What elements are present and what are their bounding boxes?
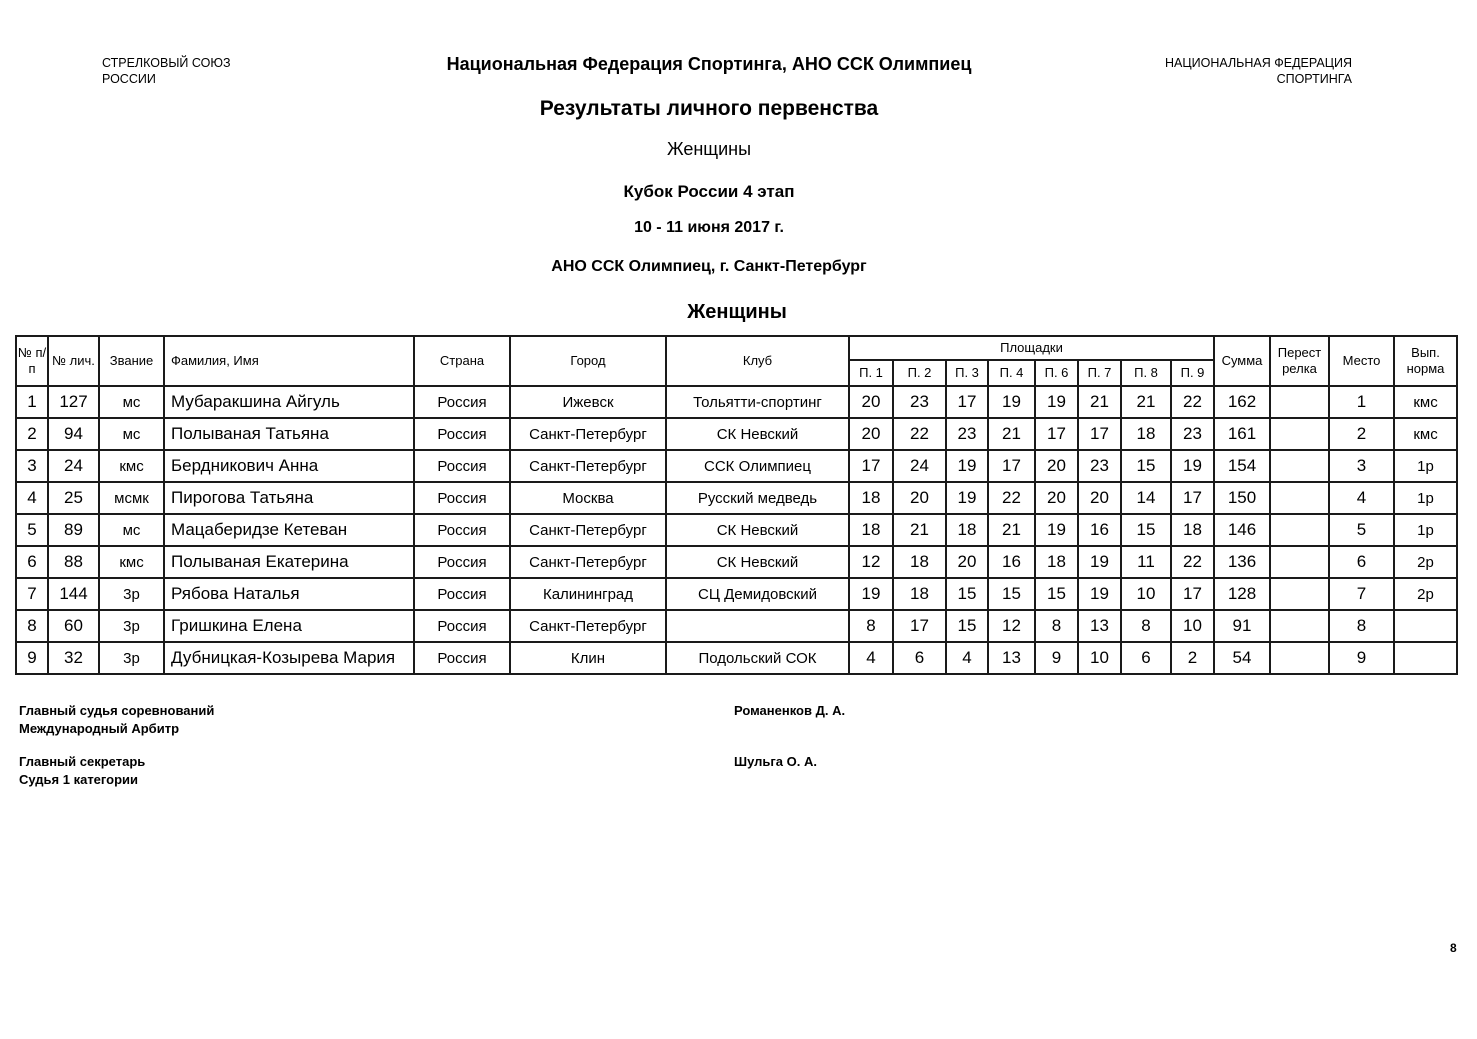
cell-station-score: 20 [1078,482,1121,514]
cell-station-score: 20 [946,546,988,578]
chief-secretary-title-line1: Главный секретарь [19,754,146,769]
cell-station-score: 9 [1035,642,1078,674]
cell-country: Россия [414,418,510,450]
cell-shootoff [1270,482,1329,514]
cell-place: 8 [1329,610,1394,642]
cell-club: Русский медведь [666,482,849,514]
page-number: 8 [1450,941,1457,955]
cell-station-score: 21 [893,514,946,546]
cell-shootoff [1270,514,1329,546]
cell-total: 128 [1214,578,1270,610]
cell-station-score: 19 [946,482,988,514]
cell-norm: 1р [1394,482,1457,514]
organizer-title: Национальная Федерация Спортинга, АНО ССК Олимпиец [446,54,972,74]
cell-rank: мсмк [99,482,164,514]
cell-station-score: 19 [1078,578,1121,610]
left-org-line2: РОССИИ [102,72,156,86]
cell-shootoff [1270,578,1329,610]
col-header-station: П. 9 [1171,360,1214,386]
cell-place: 1 [1329,386,1394,418]
table-row [16,546,1457,578]
cell-station-score: 20 [893,482,946,514]
cell-club: Подольский СОК [666,642,849,674]
cell-rank: 3р [99,610,164,642]
cell-total: 146 [1214,514,1270,546]
cell-station-score: 11 [1121,546,1171,578]
cell-country: Россия [414,642,510,674]
cell-city: Клин [510,642,666,674]
cell-station-score: 20 [1035,450,1078,482]
table-row [16,386,1457,418]
cell-city: Санкт-Петербург [510,514,666,546]
cell-station-score: 13 [1078,610,1121,642]
cell-bib: 89 [48,514,99,546]
cell-num: 4 [16,482,48,514]
col-header-bib: № лич. [48,336,99,386]
cell-norm: 2р [1394,578,1457,610]
cell-station-score: 22 [1171,546,1214,578]
col-header-place: Место [1329,336,1394,386]
cell-place: 9 [1329,642,1394,674]
cell-num: 2 [16,418,48,450]
col-header-station: П. 1 [849,360,893,386]
cell-station-score: 6 [893,642,946,674]
cell-station-score: 12 [849,546,893,578]
cell-station-score: 24 [893,450,946,482]
cell-shootoff [1270,386,1329,418]
cell-country: Россия [414,450,510,482]
cell-station-score: 16 [1078,514,1121,546]
cell-station-score: 20 [849,418,893,450]
cell-station-score: 23 [1078,450,1121,482]
cell-bib: 127 [48,386,99,418]
cell-station-score: 15 [988,578,1035,610]
cell-name: Пирогова Татьяна [164,482,414,514]
cell-rank: мс [99,514,164,546]
cell-norm [1394,642,1457,674]
cell-total: 136 [1214,546,1270,578]
cell-bib: 60 [48,610,99,642]
cell-norm: кмс [1394,418,1457,450]
cell-bib: 32 [48,642,99,674]
cell-city: Москва [510,482,666,514]
cell-station-score: 19 [849,578,893,610]
cell-rank: мс [99,386,164,418]
cell-name: Дубницкая-Козырева Мария [164,642,414,674]
cell-rank: кмс [99,450,164,482]
cell-city: Санкт-Петербург [510,546,666,578]
cell-station-score: 18 [893,546,946,578]
left-org-line1: СТРЕЛКОВЫЙ СОЮЗ [102,56,231,70]
cell-station-score: 21 [1078,386,1121,418]
cell-total: 150 [1214,482,1270,514]
competition-dates: 10 - 11 июня 2017 г. [634,219,784,236]
cell-shootoff [1270,546,1329,578]
cell-shootoff [1270,642,1329,674]
cell-num: 8 [16,610,48,642]
cell-station-score: 22 [1171,386,1214,418]
chief-secretary-title-line2: Судья 1 категории [19,772,139,787]
cell-station-score: 4 [946,642,988,674]
col-header-station: П. 6 [1035,360,1078,386]
cell-club: ССК Олимпиец [666,450,849,482]
cell-place: 4 [1329,482,1394,514]
cell-total: 161 [1214,418,1270,450]
cell-station-score: 13 [988,642,1035,674]
competition-venue: АНО ССК Олимпиец, г. Санкт-Петербург [551,258,867,275]
cell-station-score: 21 [1121,386,1171,418]
right-org-line2: СПОРТИНГА [1276,72,1352,86]
cell-station-score: 17 [1035,418,1078,450]
cell-station-score: 19 [1035,386,1078,418]
cell-rank: мс [99,418,164,450]
cell-station-score: 15 [946,578,988,610]
cell-station-score: 17 [849,450,893,482]
chief-judge-title-line1: Главный судья соревнований [19,703,215,718]
cell-shootoff [1270,610,1329,642]
cell-name: Бердникович Анна [164,450,414,482]
table-row [16,642,1457,674]
cell-city: Калининград [510,578,666,610]
chief-secretary-name: Шульга О. А. [734,754,817,769]
cell-total: 54 [1214,642,1270,674]
cell-station-score: 19 [988,386,1035,418]
cell-rank: 3р [99,578,164,610]
cell-station-score: 17 [946,386,988,418]
cell-station-score: 15 [1121,514,1171,546]
table-row [16,578,1457,610]
cell-station-score: 23 [946,418,988,450]
cell-city: Санкт-Петербург [510,450,666,482]
cell-place: 3 [1329,450,1394,482]
col-header-station: П. 3 [946,360,988,386]
results-table [15,335,1458,675]
table-row [16,450,1457,482]
cell-station-score: 12 [988,610,1035,642]
cell-country: Россия [414,386,510,418]
cell-norm: 1р [1394,450,1457,482]
cell-station-score: 10 [1171,610,1214,642]
cell-shootoff [1270,450,1329,482]
cell-station-score: 19 [1171,450,1214,482]
table-header-row [16,336,1457,360]
cell-norm [1394,610,1457,642]
col-header-name: Фамилия, Имя [164,336,414,386]
cell-station-score: 18 [1121,418,1171,450]
cell-station-score: 10 [1121,578,1171,610]
cell-shootoff [1270,418,1329,450]
results-body [16,386,1457,674]
table-row [16,482,1457,514]
col-header-stations-group: Площадки [849,336,1214,360]
cell-station-score: 19 [1035,514,1078,546]
cell-norm: 2р [1394,546,1457,578]
cell-station-score: 20 [1035,482,1078,514]
category-label: Женщины [666,139,752,159]
cell-station-score: 19 [946,450,988,482]
cell-num: 5 [16,514,48,546]
cell-place: 2 [1329,418,1394,450]
col-header-norm: Вып. норма [1394,336,1457,386]
cell-bib: 24 [48,450,99,482]
cell-country: Россия [414,610,510,642]
cell-country: Россия [414,578,510,610]
cell-name: Гришкина Елена [164,610,414,642]
cell-club: Тольятти-спортинг [666,386,849,418]
cell-station-score: 17 [893,610,946,642]
cell-name: Полываная Татьяна [164,418,414,450]
cell-city: Ижевск [510,386,666,418]
cell-station-score: 18 [1035,546,1078,578]
cell-club: СК Невский [666,546,849,578]
cell-station-score: 17 [1171,578,1214,610]
chief-judge-title-line2: Международный Арбитр [19,721,180,736]
col-header-station: П. 8 [1121,360,1171,386]
cell-station-score: 15 [946,610,988,642]
col-header-city: Город [510,336,666,386]
cell-station-score: 17 [988,450,1035,482]
cell-num: 7 [16,578,48,610]
cell-station-score: 17 [1171,482,1214,514]
cell-station-score: 2 [1171,642,1214,674]
cell-club: СЦ Демидовский [666,578,849,610]
cell-bib: 144 [48,578,99,610]
cell-name: Мубаракшина Айгуль [164,386,414,418]
cell-station-score: 10 [1078,642,1121,674]
cell-station-score: 19 [1078,546,1121,578]
cell-city: Санкт-Петербург [510,610,666,642]
cell-rank: 3р [99,642,164,674]
cell-station-score: 22 [893,418,946,450]
cell-station-score: 18 [849,482,893,514]
cell-city: Санкт-Петербург [510,418,666,450]
col-header-country: Страна [414,336,510,386]
cell-station-score: 15 [1035,578,1078,610]
cell-name: Полываная Екатерина [164,546,414,578]
cell-station-score: 21 [988,418,1035,450]
cell-club: СК Невский [666,418,849,450]
cell-station-score: 18 [946,514,988,546]
competition-name: Кубок России 4 этап [623,182,795,201]
col-header-total: Сумма [1214,336,1270,386]
cell-station-score: 8 [1121,610,1171,642]
cell-name: Рябова Наталья [164,578,414,610]
cell-station-score: 23 [1171,418,1214,450]
cell-station-score: 18 [1171,514,1214,546]
cell-total: 91 [1214,610,1270,642]
cell-bib: 25 [48,482,99,514]
cell-station-score: 17 [1078,418,1121,450]
cell-station-score: 6 [1121,642,1171,674]
cell-station-score: 23 [893,386,946,418]
cell-place: 7 [1329,578,1394,610]
cell-place: 5 [1329,514,1394,546]
table-row [16,418,1457,450]
chief-judge-name: Романенков Д. А. [734,703,846,718]
cell-station-score: 21 [988,514,1035,546]
cell-country: Россия [414,514,510,546]
cell-num: 1 [16,386,48,418]
cell-place: 6 [1329,546,1394,578]
cell-name: Мацаберидзе Кетеван [164,514,414,546]
right-org-line1: НАЦИОНАЛЬНАЯ ФЕДЕРАЦИЯ [1165,56,1352,70]
chief-secretary-title [19,753,145,789]
cell-country: Россия [414,546,510,578]
cell-station-score: 18 [893,578,946,610]
cell-country: Россия [414,482,510,514]
cell-norm: кмс [1394,386,1457,418]
table-row [16,514,1457,546]
col-header-club: Клуб [666,336,849,386]
cell-club: СК Невский [666,514,849,546]
col-header-station: П. 2 [893,360,946,386]
col-header-station: П. 7 [1078,360,1121,386]
cell-station-score: 22 [988,482,1035,514]
cell-num: 9 [16,642,48,674]
cell-station-score: 16 [988,546,1035,578]
cell-bib: 94 [48,418,99,450]
col-header-shootoff: Перест релка [1270,336,1329,386]
cell-bib: 88 [48,546,99,578]
table-row [16,610,1457,642]
cell-total: 154 [1214,450,1270,482]
cell-station-score: 8 [849,610,893,642]
col-header-station: П. 4 [988,360,1035,386]
cell-station-score: 15 [1121,450,1171,482]
section-title: Женщины [687,301,787,323]
cell-station-score: 4 [849,642,893,674]
cell-club [666,610,849,642]
cell-station-score: 14 [1121,482,1171,514]
cell-norm: 1р [1394,514,1457,546]
cell-total: 162 [1214,386,1270,418]
cell-station-score: 20 [849,386,893,418]
col-header-rank: Звание [99,336,164,386]
cell-station-score: 18 [849,514,893,546]
chief-judge-title [19,702,214,738]
cell-station-score: 8 [1035,610,1078,642]
cell-rank: кмс [99,546,164,578]
cell-num: 3 [16,450,48,482]
col-header-num: № п/п [16,336,48,386]
document-title: Результаты личного первенства [539,97,879,120]
cell-num: 6 [16,546,48,578]
